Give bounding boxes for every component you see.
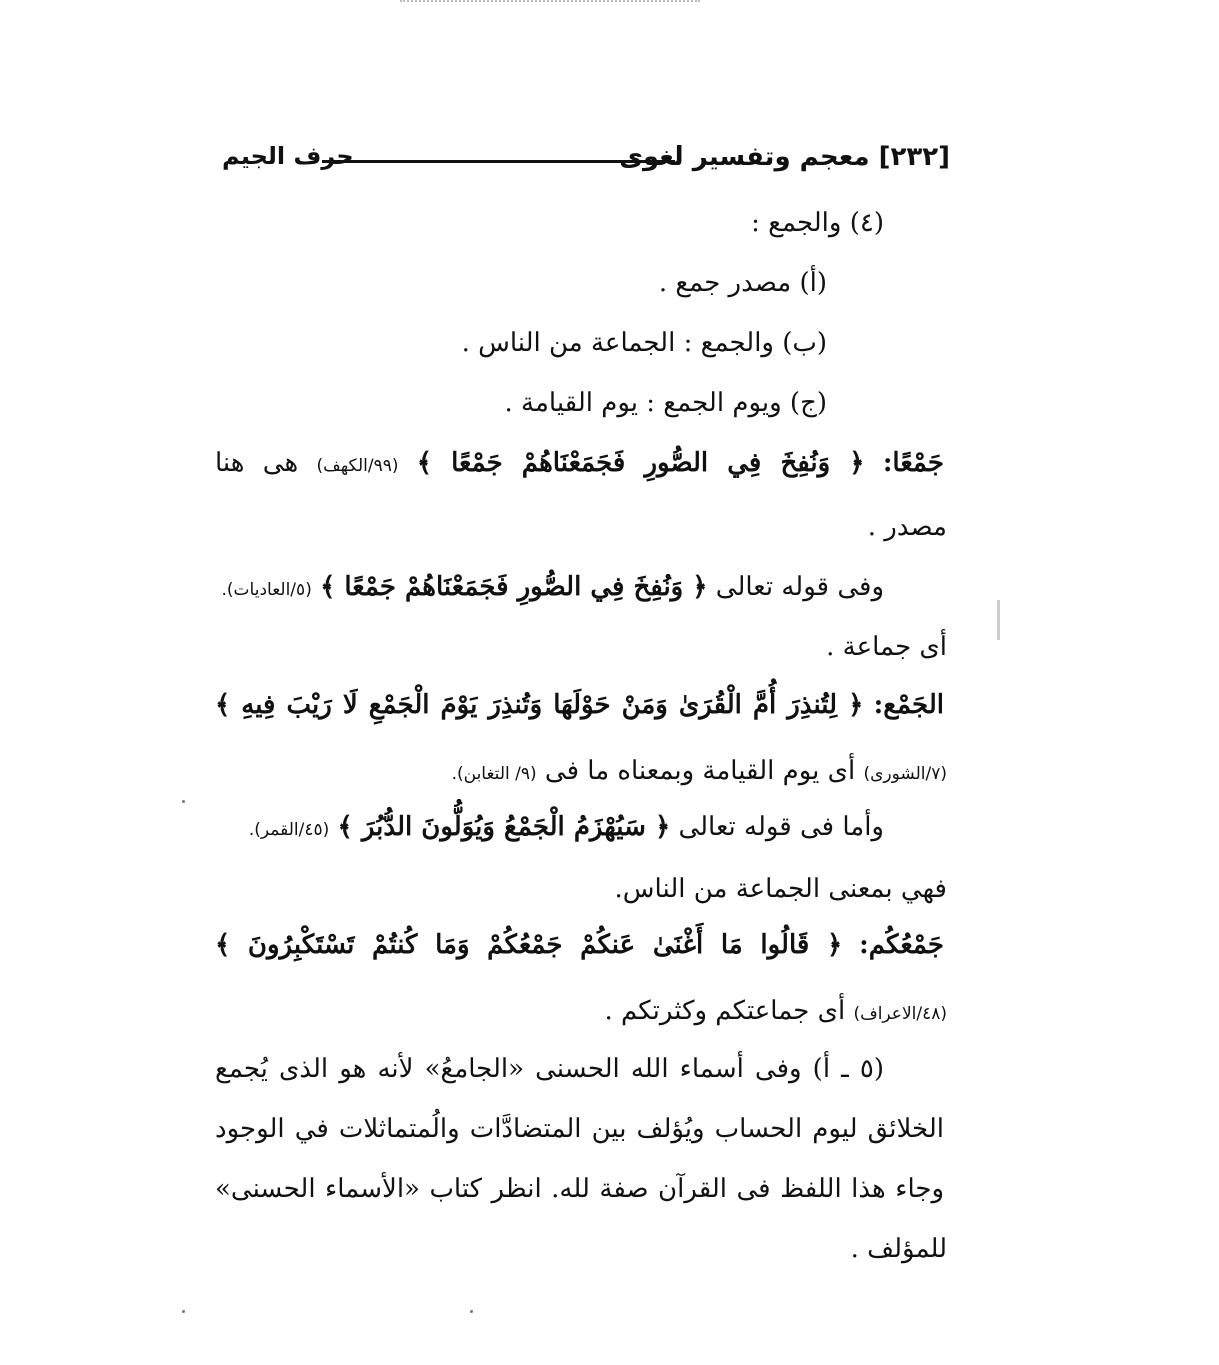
- text-run: (٥ ـ أ) وفى أسماء الله الحسنى «الجامعُ» لأنه هو الذى يُجمع: [215, 1054, 884, 1084]
- verse-reference: (٩/ التغابن).: [451, 764, 537, 784]
- scan-artifact: [400, 0, 700, 5]
- header-page-info: [٢٣٢] معجم وتفسير لغوى: [619, 142, 950, 172]
- paragraph-line: [215, 1054, 884, 1085]
- quran-verse: ﴿ لِتُنذِرَ أُمَّ الْقُرَىٰ وَمَنْ حَوْلَهَا وَتُنذِرَ يَوْمَ الْجَمْعِ لَا رَيْبَ فِيهِ ﴾: [215, 690, 864, 720]
- text-run: وفى قوله تعالى: [715, 572, 884, 602]
- text-run: (٤) والجمع :: [751, 208, 884, 238]
- continuation-line: [615, 874, 947, 905]
- text-run: أى جماعة .: [826, 632, 947, 662]
- verse-reference: (٩٩/الكهف): [316, 456, 399, 476]
- header-rule: [322, 160, 675, 163]
- subitem-c: [505, 388, 828, 419]
- subitem-a: [659, 268, 827, 299]
- continuation-line: [452, 756, 947, 787]
- header-section: حرف الجيم: [222, 142, 354, 170]
- quran-verse: ﴿ وَنُفِخَ فِي الصُّورِ فَجَمَعْنَاهُمْ جَمْعًا ﴾: [416, 448, 865, 478]
- verse-reference: (٤٨/الاعراف): [853, 1004, 947, 1024]
- text-run: وأما فى قوله تعالى: [678, 812, 884, 842]
- entry-headword: جَمْعُكُم:: [859, 930, 944, 960]
- scan-artifact: [182, 1310, 185, 1313]
- continuation-line: [868, 512, 947, 543]
- text-run: (أ) مصدر جمع .: [658, 268, 827, 298]
- subitem-b: [462, 328, 827, 359]
- entry-al-jam: [215, 690, 944, 721]
- paragraph-line: [249, 812, 884, 843]
- text-run: الخلائق ليوم الحساب ويُؤلف بين المتضادَّات والُمتماثلات في الوجود: [215, 1114, 944, 1144]
- verse-reference: (٥/العاديات).: [221, 580, 312, 600]
- entry-heading-4: [751, 208, 884, 239]
- quran-verse: ﴿ وَنُفِخَ فِي الصُّورِ فَجَمَعْنَاهُمْ جَمْعًا ﴾: [320, 572, 708, 602]
- continuation-line: [826, 632, 947, 663]
- text-run: أى جماعتكم وكثرتكم .: [604, 996, 846, 1026]
- running-header: [222, 142, 950, 178]
- verse-reference: (٤٥/القمر).: [248, 820, 330, 840]
- entry-jam-an: [215, 448, 944, 479]
- quran-verse: ﴿ قَالُوا مَا أَغْنَىٰ عَنكُمْ جَمْعُكُمْ وَمَا كُنتُمْ تَسْتَكْبِرُونَ ﴾: [215, 930, 843, 960]
- text-run: مصدر .: [867, 512, 947, 542]
- scan-artifact: [997, 600, 1000, 640]
- text-run: فهي بمعنى الجماعة من الناس.: [614, 874, 947, 904]
- entry-jam-ukum: [215, 930, 944, 961]
- paragraph-line: [222, 572, 885, 603]
- quran-verse: ﴿ سَيُهْزَمُ الْجَمْعُ وَيُوَلُّونَ الدُّبُرَ ﴾: [337, 812, 671, 842]
- text-run: (ج) ويوم الجمع : يوم القيامة .: [504, 388, 827, 418]
- verse-reference: (٧/الشورى): [863, 764, 947, 784]
- continuation-line: [851, 1234, 947, 1265]
- continuation-line: [604, 996, 947, 1027]
- entry-headword: الجَمْع:: [873, 690, 944, 720]
- scan-artifact: [182, 800, 185, 803]
- text-run: وجاء هذا اللفظ فى القرآن صفة لله. انظر كتاب «الأسماء الحسنى»: [215, 1174, 944, 1204]
- paragraph-line: [215, 1174, 944, 1205]
- text-run: (ب) والجمع : الجماعة من الناس .: [461, 328, 827, 358]
- text-run: للمؤلف .: [850, 1234, 947, 1264]
- paragraph-line: [215, 1114, 944, 1145]
- text-run: أى يوم القيامة وبمعناه ما فى: [544, 756, 856, 786]
- scan-artifact: [470, 1310, 473, 1313]
- text-run: هى هنا: [215, 448, 299, 478]
- entry-headword: جَمْعًا:: [882, 448, 944, 478]
